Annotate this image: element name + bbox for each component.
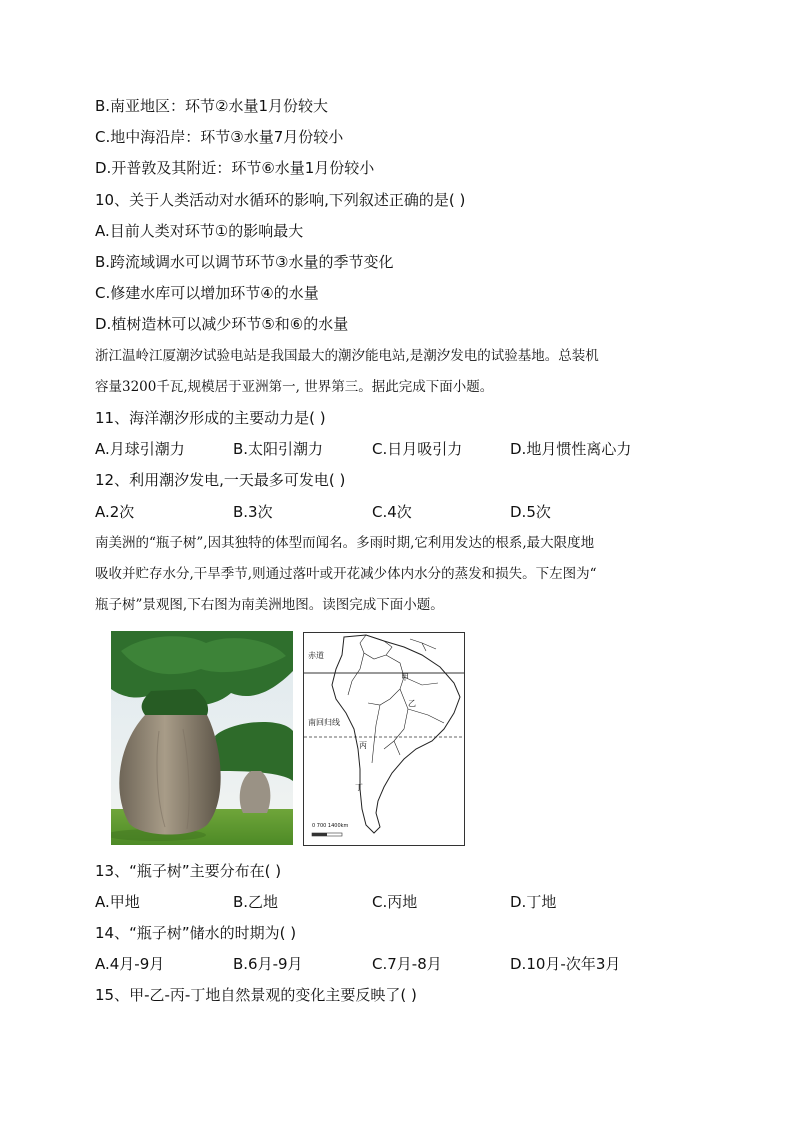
option-line: D.开普敦及其附近：环节⑥水量1月份较小 [95, 159, 375, 177]
question-15: 15、甲-乙-丙-丁地自然景观的变化主要反映了( ) [95, 986, 417, 1004]
passage-tidal: 容量3200千瓦,规模居于亚洲第一, 世界第三。据此完成下面小题。 [95, 379, 494, 395]
passage-bottle-tree: 瓶子树”景观图,下右图为南美洲地图。读图完成下面小题。 [95, 597, 444, 613]
option-a: A.2次 [95, 503, 135, 521]
question-12: 12、利用潮汐发电,一天最多可发电( ) [95, 471, 346, 489]
option-a: A.月球引潮力 [95, 440, 185, 458]
location-bing: 丙 [359, 741, 367, 750]
option-b: B.太阳引潮力 [233, 440, 324, 458]
option-line: C.地中海沿岸：环节③水量7月份较小 [95, 128, 344, 146]
option-d: D.丁地 [510, 893, 557, 911]
option-line: A.目前人类对环节①的影响最大 [95, 222, 304, 240]
option-d: D.5次 [510, 503, 551, 521]
option-c: C.4次 [372, 503, 412, 521]
figure-group [111, 631, 465, 847]
question-13: 13、“瓶子树”主要分布在( ) [95, 862, 282, 880]
tropic-label: 南回归线 [308, 718, 340, 727]
question-14: 14、“瓶子树”储水的时期为( ) [95, 924, 297, 942]
scale-bar-label: 0 700 1400km [312, 823, 349, 829]
option-d: D.地月惯性离心力 [510, 440, 632, 458]
option-a: A.甲地 [95, 893, 140, 911]
equator-label: 赤道 [308, 651, 324, 660]
option-b: B.乙地 [233, 893, 279, 911]
passage-tidal: 浙江温岭江厦潮汐试验电站是我国最大的潮汐能电站,是潮汐发电的试验基地。总装机 [95, 348, 599, 364]
bottle-tree-photo [111, 631, 293, 845]
option-b: B.6月-9月 [233, 955, 303, 973]
option-line: C.修建水库可以增加环节④的水量 [95, 284, 319, 302]
option-a: A.4月-9月 [95, 955, 165, 973]
option-b: B.3次 [233, 503, 273, 521]
option-c: C.7月-8月 [372, 955, 442, 973]
passage-bottle-tree: 南美洲的“瓶子树”,因其独特的体型而闻名。多雨时期,它利用发达的根系,最大限度地 [95, 535, 595, 551]
question-10: 10、关于人类活动对水循环的影响,下列叙述正确的是( ) [95, 191, 466, 209]
option-line: B.跨流域调水可以调节环节③水量的季节变化 [95, 253, 394, 271]
south-america-map [303, 632, 465, 846]
location-jia: 甲 [401, 673, 409, 682]
passage-bottle-tree: 吸收并贮存水分,干旱季节,则通过落叶或开花减少体内水分的蒸发和损失。下左图为“ [95, 566, 597, 582]
question-11: 11、海洋潮汐形成的主要动力是( ) [95, 409, 326, 427]
option-line: B.南亚地区：环节②水量1月份较大 [95, 97, 329, 115]
option-c: C.丙地 [372, 893, 418, 911]
option-line: D.植树造林可以减少环节⑤和⑥的水量 [95, 315, 349, 333]
option-c: C.日月吸引力 [372, 440, 463, 458]
location-ding: 丁 [355, 783, 363, 792]
location-yi: 乙 [408, 699, 416, 708]
option-d: D.10月-次年3月 [510, 955, 621, 973]
